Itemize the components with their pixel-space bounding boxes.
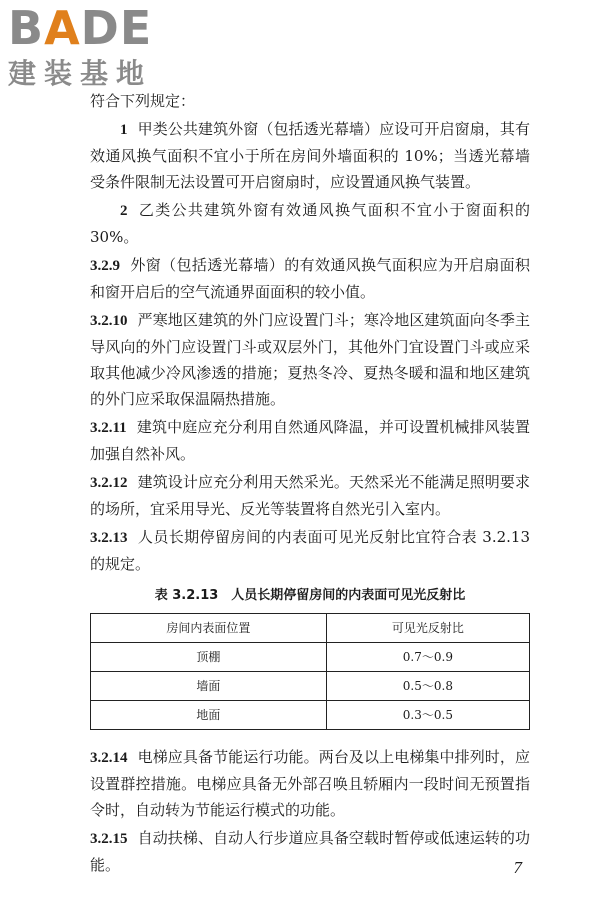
clause-number: 3.2.9 xyxy=(90,258,120,274)
table-row xyxy=(91,643,530,672)
clause-3-2-9 xyxy=(90,252,530,305)
table-cell: 0.5～0.8 xyxy=(326,672,529,701)
clause-text: 电梯应具备节能运行功能。两台及以上电梯集中排列时，应设置群控措施。电梯应具备无外部召唤且轿厢内一段时间无预置指令时，自动转为节能运行模式的功能。 xyxy=(90,748,530,819)
clause-number: 2 xyxy=(120,203,128,219)
clause-3-2-10 xyxy=(90,307,530,412)
clause-item-2 xyxy=(90,197,530,250)
clause-number: 3.2.14 xyxy=(90,750,128,766)
clause-3-2-12 xyxy=(90,469,530,522)
logo-accent-letter: A xyxy=(44,1,81,55)
reflectance-table xyxy=(90,613,530,730)
clause-text: 外窗（包括透光幕墙）的有效通风换气面积应为开启扇面积和窗开启后的空气流通界面面积的较小值。 xyxy=(90,256,530,301)
table-cell: 0.7～0.9 xyxy=(326,643,529,672)
bade-logo xyxy=(8,1,178,90)
table-cell: 墙面 xyxy=(91,672,327,701)
clause-text: 建筑中庭应充分利用自然通风降温，并可设置机械排风装置加强自然补风。 xyxy=(90,418,530,463)
clause-3-2-14 xyxy=(90,744,530,823)
clause-number: 3.2.12 xyxy=(90,475,128,491)
document-body xyxy=(90,88,530,880)
intro-text: 符合下列规定： xyxy=(90,92,196,110)
clause-3-2-11 xyxy=(90,414,530,467)
table-header-cell: 可见光反射比 xyxy=(326,614,529,643)
table-header-cell: 房间内表面位置 xyxy=(91,614,327,643)
clause-text: 严寒地区建筑的外门应设置门斗；寒冷地区建筑面向冬季主导风向的外门应设置门斗或双层外门，其他外门宜设置门斗或应采取其他减少冷风渗透的措施；夏热冬冷、夏热冬暖和温和地区建筑的外门应采取保温隔热措施。 xyxy=(90,311,530,408)
clause-text: 乙类公共建筑外窗有效通风换气面积不宜小于窗面积的 30%。 xyxy=(90,201,530,246)
clause-text: 建筑设计应充分利用天然采光。天然采光不能满足照明要求的场所，宜采用导光、反光等装置将自然光引入室内。 xyxy=(90,473,530,518)
clause-number: 3.2.15 xyxy=(90,831,128,847)
table-cell: 地面 xyxy=(91,701,327,730)
table-cell: 0.3～0.5 xyxy=(326,701,529,730)
clause-number: 1 xyxy=(120,122,128,138)
table-row xyxy=(91,672,530,701)
clause-number: 3.2.11 xyxy=(90,420,127,436)
table-header-row xyxy=(91,614,530,643)
clause-3-2-15 xyxy=(90,825,530,878)
logo-wordmark: BADE xyxy=(8,1,153,55)
clause-item-1 xyxy=(90,116,530,195)
table-caption: 表 3.2.13 人员长期停留房间的内表面可见光反射比 xyxy=(154,588,466,603)
clause-text: 甲类公共建筑外窗（包括透光幕墙）应设可开启窗扇，其有效通风换气面积不宜小于所在房间外墙面积的 10%；当透光幕墙受条件限制无法设置可开启窗扇时，应设置通风换气装置。 xyxy=(90,120,530,191)
clause-text: 自动扶梯、自动人行步道应具备空载时暂停或低速运转的功能。 xyxy=(90,829,530,874)
logo-subtitle: 建装基地 xyxy=(8,57,153,90)
clause-number: 3.2.13 xyxy=(90,530,128,546)
table-row xyxy=(91,701,530,730)
page-number: 7 xyxy=(513,858,522,877)
clause-3-2-13 xyxy=(90,524,530,577)
clause-text: 人员长期停留房间的内表面可见光反射比宜符合表 3.2.13 的规定。 xyxy=(90,528,530,573)
clause-number: 3.2.10 xyxy=(90,313,128,329)
table-cell: 顶棚 xyxy=(91,643,327,672)
